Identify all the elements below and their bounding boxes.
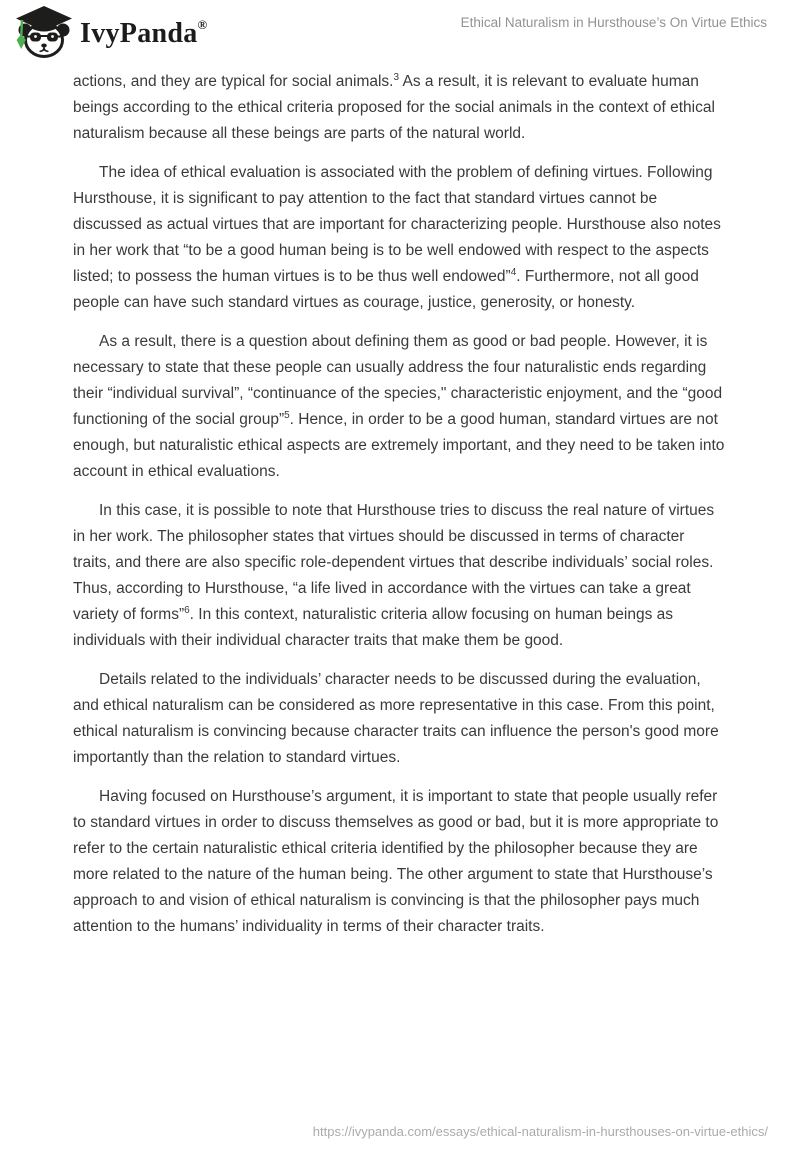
logo-wordmark-text: IvyPanda — [80, 18, 198, 49]
essay-body — [73, 69, 725, 953]
ivypanda-logo — [13, 5, 208, 61]
footnote-ref: 4 — [510, 267, 517, 278]
document-title: Ethical Naturalism in Hursthouse’s On Virtue Ethics — [460, 15, 767, 30]
logo-wordmark — [80, 18, 208, 48]
page-header — [0, 0, 800, 66]
paragraph: Having focused on Hursthouse’s argument, it is important to state that people usually refer to standard virtues in order to discuss themselves as good or bad, but it is more appropriate to refer to the certain naturalistic ethical criteria identified by the philosopher because they are more related to the nature of the human being. The other argument to state that Hursthouse’s approach to and vision of ethical naturalism is convincing is that the philosopher pays much attention to the humans’ individuality in terms of their character traits. — [73, 788, 719, 935]
panda-graduate-icon — [13, 5, 73, 61]
footnote-ref: 3 — [393, 72, 400, 83]
paragraph: As a result, there is a question about defining them as good or bad people. However, it is necessary to state that these people can usually address the four naturalistic ends regarding their “individual survival”, “continuance of the species," characteristic enjoyment, and the “good functioning of the social group”$^5$. Hence, in order to be a good human, standard virtues are not enough, but naturalistic ethical aspects are extremely important, and they need to be taken into account in ethical evaluations. — [73, 333, 725, 480]
paragraph: Details related to the individuals’ character needs to be discussed during the evaluation, and ethical naturalism can be considered as more representative in this case. From this point, ethical naturalism is convincing because character traits can influence the person's good more importantly than the relation to standard virtues. — [73, 671, 719, 766]
footnote-ref: 6 — [184, 605, 190, 616]
paragraph: actions, and they are typical for social animals.$^3$ As a result, it is relevant to evaluate human beings according to the ethical criteria proposed for the social animals in the context of ethical naturalism because all these beings are parts of the natural world. — [73, 72, 715, 142]
paragraph: In this case, it is possible to note that Hursthouse tries to discuss the real nature of virtues in her work. The philosopher states that virtues should be discussed in terms of character traits, and there are also specific role-dependent virtues that describe individuals’ social roles. Thus, according to Hursthouse, “a life lived in accordance with the virtues can take a great variety of forms”$^6$. In this context, naturalistic criteria allow focusing on human beings as individuals with their individual character traits that make them be good. — [73, 502, 715, 649]
footnote-ref: 5 — [284, 410, 290, 421]
registered-trademark: ® — [197, 17, 208, 32]
page-footer — [313, 1124, 768, 1139]
source-url: https://ivypanda.com/essays/ethical-naturalism-in-hursthouses-on-virtue-ethics/ — [312, 1124, 768, 1139]
paragraph: The idea of ethical evaluation is associated with the problem of defining virtues. Following Hursthouse, it is significant to pay attention to the fact that standard virtues cannot be discussed as actual virtues that are important for characterizing people. Hursthouse also notes in her work that “to be a good human being is to be well endowed with respect to the aspects listed; to possess the human virtues is to be thus well endowed”$^4$. Furthermore, not all good people can have such standard virtues as courage, justice, generosity, or honesty. — [73, 164, 721, 311]
